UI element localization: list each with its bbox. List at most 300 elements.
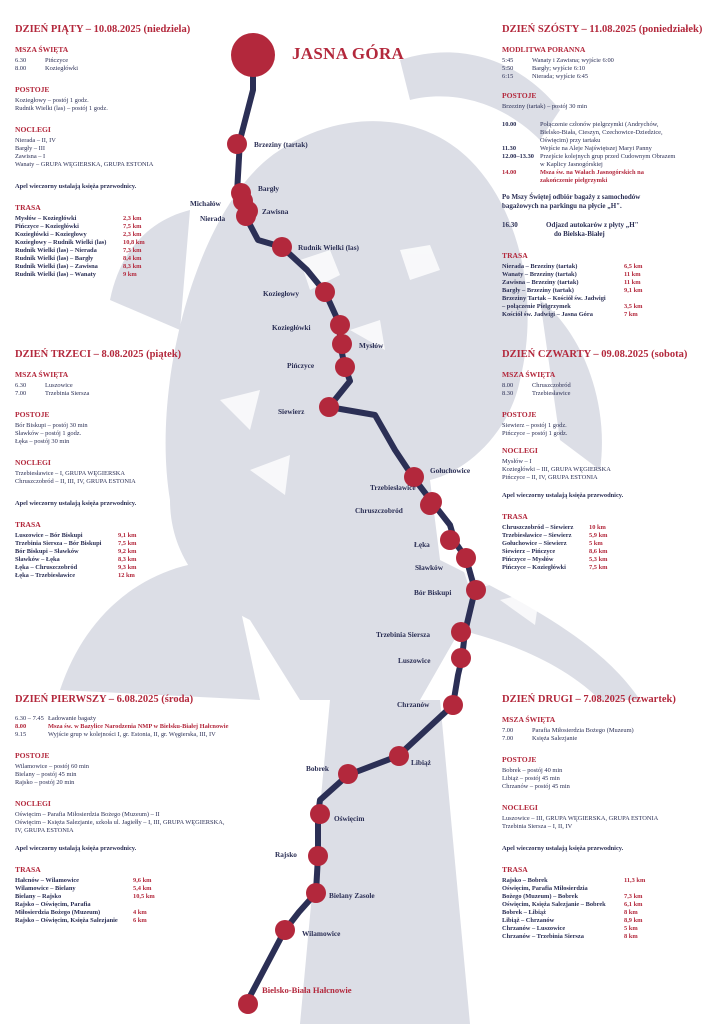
route-distance: 9 km [123,271,137,278]
stop-label: Koziegłowy [263,289,300,298]
list-item [15,390,230,398]
route-segment: Zawisna – Brzeziny (tartak) [502,279,579,286]
stop-label: Michałów [190,199,221,208]
route-distance: 6,1 km [624,901,643,908]
schedule-row [502,153,717,161]
list-item [502,73,717,81]
schedule-row [502,145,717,153]
route-distance: 7,5 km [118,540,137,547]
day4-trasa-list [502,524,717,572]
list-item: Oświęcim – Parafia Miłosierdzia Bożego (Muzeum) – II [15,811,160,818]
route-row [15,556,230,564]
day4-title: DZIEŃ CZWARTY – 09.08.2025 (sobota) [502,349,688,360]
route-row [502,540,717,548]
day1-noclegi-list [15,811,275,835]
route-segment: Luszowice – Bór Biskupi [15,532,83,539]
day4-msza-title: MSZA ŚWIĘTA [502,370,556,379]
list-item: Rajsko – postój 20 min [15,779,75,786]
list-item: Libiąż – postój 45 min [502,775,560,782]
stop-marker [451,648,471,668]
day6-odjazd-line2: do Bielska-Białej [554,230,605,238]
stop-label: Chrzanów [397,700,430,709]
item-time: 6:15 [502,73,514,80]
schedule-row [15,731,275,739]
route-segment: Rudnik Wielki (las) – Nierada [15,247,97,254]
schedule-row [502,161,717,169]
route-distance: 5 km [624,925,638,932]
route-row [15,901,275,909]
day6-modlitwa-list [502,57,717,81]
stop-marker [443,695,463,715]
route-row [15,255,230,263]
stop-marker [227,134,247,154]
item-text: Bargły; wyjście 6:10 [532,65,586,72]
list-item: Oświęcim – Księża Salezjanie, szkoła ul. Jagiełły – I, III, GRUPA WĘGIERSKA, [15,819,225,826]
item-time: 7.00 [15,390,27,397]
day5-title: DZIEŃ PIĄTY – 10.08.2025 (niedziela) [15,24,191,35]
route-distance: 10,5 km [133,893,155,900]
route-distance: 9,1 km [118,532,137,539]
route-segment: Pińczyce – Mysłów [502,556,554,563]
stop-marker [466,580,486,600]
day3-noclegi-title: NOCLEGI [15,458,51,467]
day1-panel [15,694,275,925]
schedule-text: Oświęcim) przy tartaku [540,137,601,144]
day4-noclegi-title: NOCLEGI [502,446,538,455]
route-segment: Trzebinia Siersza – Bór Biskupi [15,540,102,547]
item-text: Parafia Miłosierdzia Bożego (Muzeum) [532,727,634,734]
stop-marker [451,622,471,642]
item-time: 5:45 [502,57,514,64]
route-distance: 8 km [624,933,638,940]
route-distance: 2,3 km [123,231,142,238]
schedule-time: 14.00 [502,169,517,176]
day4-apel: Apel wieczorny ustalają księża przewodnicy. [502,492,624,499]
day6-title: DZIEŃ SZÓSTY – 11.08.2025 (poniedziałek) [502,24,703,35]
schedule-text: Msza św. na Wałach Jasnogórskich na [540,169,644,176]
route-distance: 7 km [624,311,638,318]
route-segment: Hałcnów – Wilamowice [15,877,80,884]
stop-label: Bargły [258,184,280,193]
schedule-time: 9.15 [15,731,27,738]
stop-marker [330,315,350,335]
list-item: Luszowice – III, GRUPA WĘGIERSKA, GRUPA ESTONIA [502,815,659,822]
route-segment: Kościół św. Jadwigi – Jasna Góra [502,311,593,318]
stop-label: Chruszczobród [355,506,403,515]
route-row [502,287,717,295]
day5-msza-title: MSZA ŚWIĘTA [15,45,69,54]
route-row [15,271,230,279]
route-row [15,239,230,247]
day1-postoje-title: POSTOJE [15,751,50,760]
route-row [15,893,275,901]
day6-note-line1: Po Mszy Świętej odbiór bagaży z samochodów [502,193,641,201]
route-row [15,247,230,255]
route-segment: Łęka – Chruszczobród [15,564,78,571]
day3-msza-title: MSZA ŚWIĘTA [15,370,69,379]
route-distance: 12 km [118,572,135,579]
list-item [15,65,230,73]
route-distance: 7,3 km [624,893,643,900]
day2-postoje-title: POSTOJE [502,755,537,764]
route-row [502,917,717,925]
route-distance: 10 km [589,524,606,531]
map-end-label: Bielsko-Biała Hałcnowie [262,985,352,995]
route-row [15,877,275,885]
day2-apel: Apel wieczorny ustalają księża przewodnicy. [502,845,624,852]
day5-postoje-list [15,97,230,113]
route-row [15,909,275,917]
list-item: Bobrek – postój 40 min [502,767,563,774]
stop-label: Rajsko [275,850,297,859]
day3-apel: Apel wieczorny ustalają księża przewodnicy. [15,500,137,507]
list-item: Pińczyce – postój 1 godz. [502,430,568,437]
schedule-text: w Kaplicy Jasnogórskiej [540,161,603,168]
list-item: Nierada – II, IV [15,137,56,144]
stop-marker [420,495,440,515]
day4-trasa-title: TRASA [502,512,528,521]
schedule-row [502,169,717,177]
route-distance: 8,3 km [123,263,142,270]
day2-title: DZIEŃ DRUGI – 7.08.2025 (czwartek) [502,694,676,705]
route-row [502,933,717,941]
item-time: 8.00 [15,65,27,72]
list-item: Wanaty – GRUPA WĘGIERSKA, GRUPA ESTONIA [15,161,154,168]
list-item: Trzebinia Siersza – I, II, IV [502,823,573,830]
day4-msza-list [502,382,717,398]
stop-label: Gołuchowice [430,466,471,475]
day4-panel [502,349,717,572]
day3-postoje-title: POSTOJE [15,410,50,419]
schedule-text: Wyjście grup w kolejności I, gr. Estonia, II, gr. Węgierska, III, IV [48,731,216,738]
route-row [502,901,717,909]
day1-postoje-list [15,763,275,787]
route-distance: 5,3 km [589,556,608,563]
schedule-text: Połączenie członów pielgrzymki (Andrychów, [540,121,659,128]
day3-trasa-title: TRASA [15,520,41,529]
item-time: 5:50 [502,65,514,72]
list-item [15,57,230,65]
day4-postoje-list [502,422,717,438]
route-segment: Libiąż – Chrzanów [502,917,555,924]
stop-label: Pińczyce [287,361,315,370]
route-distance: 8,9 km [624,917,643,924]
item-text: Koziegłówki [45,65,79,72]
list-item: Mysłów – I [502,458,532,465]
day6-postoje-title: POSTOJE [502,91,537,100]
list-item: Wilamowice – postój 60 min [15,763,89,770]
route-segment: Brzeziny Tartak – Kościół św. Jadwigi [502,295,606,302]
stop-label: Luszowice [398,656,431,665]
stop-label: Sławków [415,563,443,572]
route-row [15,540,230,548]
route-distance: 6,5 km [624,263,643,270]
stop-marker [272,237,292,257]
route-segment: Rudnik Wielki (las) – Wanaty [15,271,96,278]
route-distance: 8,6 km [589,548,608,555]
route-segment: Trzebiesławice – Siewierz [502,532,572,539]
item-time: 6.30 [15,382,27,389]
route-row [502,303,717,311]
day5-apel: Apel wieczorny ustalają księża przewodnicy. [15,183,137,190]
stop-label: Libiąż [411,758,431,767]
route-segment: Bielany – Rajsko [15,893,62,900]
day5-postoje-title: POSTOJE [15,85,50,94]
list-item: IV, GRUPA ESTONIA [15,827,74,834]
route-segment: Bobrek – Libiąż [502,909,546,916]
list-item: Trzebiesławice – I, GRUPA WĘGIERSKA [15,470,125,477]
schedule-time [502,129,540,137]
list-item: Chrzanów – postój 45 min [502,783,570,790]
route-segment: Chrzanów – Trzebinia Siersza [502,933,584,940]
route-row [15,223,230,231]
route-row [15,885,275,893]
day5-noclegi-list [15,137,230,169]
route-segment: Chrzanów – Luszowice [502,925,566,932]
schedule-row [502,137,717,145]
schedule-time [502,161,540,169]
day4-noclegi-list [502,458,717,482]
schedule-row [502,129,717,137]
list-item: Bór Biskupi – postój 30 min [15,422,88,429]
route-segment: Rudnik Wielki (las) – Zawisna [15,263,98,270]
stop-marker [440,530,460,550]
list-item: Sławków – postój 1 godz. [15,430,82,437]
route-distance: 11,3 km [624,877,646,884]
route-row [502,295,717,303]
route-row [502,311,717,319]
route-row [502,532,717,540]
route-row [15,564,230,572]
route-row [502,271,717,279]
day6-trasa-list [502,263,717,319]
route-segment: Chruszczobród – Siewierz [502,524,574,531]
stop-label: Mysłów [359,341,384,350]
route-segment: Rudnik Wielki (las) – Bargły [15,255,94,262]
route-distance: 7,5 km [123,223,142,230]
route-distance: 6 km [133,917,147,924]
day2-postoje-list [502,767,717,791]
stop-marker [332,334,352,354]
schedule-text: Bielsko-Biała, Cieszyn, Czechowice-Dziedzice, [540,129,663,136]
start-marker [238,994,258,1014]
stop-marker [310,804,330,824]
day3-trasa-list [15,532,230,580]
item-time: 8.30 [502,390,514,397]
route-row [15,263,230,271]
day1-title: DZIEŃ PIERWSZY – 6.08.2025 (środa) [15,694,194,705]
schedule-row [15,715,275,723]
route-distance: 8 km [624,909,638,916]
route-distance: 11 km [624,271,641,278]
stop-label: Brzeziny (tartak) [254,140,308,149]
day2-noclegi-list [502,815,717,831]
route-segment: Nierada – Brzeziny (tartak) [502,263,578,270]
stop-marker [236,206,256,226]
route-row [15,572,230,580]
route-row [502,524,717,532]
route-row [15,532,230,540]
route-distance: 9,1 km [624,287,643,294]
route-distance: 10,8 km [123,239,145,246]
stop-label: Bór Biskupi [414,588,452,597]
stop-marker [275,920,295,940]
stop-label: Bielany Zasole [329,891,375,900]
route-row [15,231,230,239]
schedule-time: 10.00 [502,121,517,128]
route-row [15,917,275,925]
schedule-time: 8.00 [15,723,27,730]
route-row [502,893,717,901]
day6-odjazd [502,221,717,239]
item-text: Pińczyce [45,57,69,64]
day6-odjazd-line1: Odjazd autokarów z płyty „H" [546,221,639,229]
day6-panel [502,24,717,319]
route-distance: 8,4 km [123,255,142,262]
item-text: Trzebinia Siersza [45,390,90,397]
route-segment: Łęka – Trzebiesławice [15,572,76,579]
item-text: Luszowice [45,382,73,389]
day1-trasa-title: TRASA [15,865,41,874]
day6-schedule-list [502,121,717,185]
day6-odjazd-time: 16.30 [502,221,518,229]
day2-panel [502,694,717,941]
item-text: Nierada; wyjście 6:45 [532,73,589,80]
list-item: Siewierz – postój 1 godz. [502,422,567,429]
list-item [502,727,717,735]
stop-label: Bobrek [306,764,329,773]
schedule-row [502,177,717,185]
route-distance: 3,5 km [624,303,643,310]
day4-postoje-title: POSTOJE [502,410,537,419]
route-segment: Pińczyce – Koziegłówki [502,564,566,571]
route-row [502,885,717,893]
day3-title: DZIEŃ TRZECI – 8.08.2025 (piątek) [15,349,182,360]
day6-note-line2: bagażowych na parkingu na płycie „H". [502,202,622,210]
item-text: Wanaty i Zawisna; wyjście 6:00 [532,57,614,64]
list-item: Brzeziny (tartak) – postój 30 min [502,103,588,110]
day6-modlitwa-title: MODLITWA PORANNA [502,45,586,54]
route-row [502,925,717,933]
route-segment: – połączenie Pielgrzymek [502,303,571,310]
route-segment: Koziegłowy – Rudnik Wielki (las) [15,239,107,246]
item-time: 7.00 [502,727,514,734]
route-segment: Koziegłówki – Koziegłowy [15,231,87,238]
route-segment: Wilamowice – Bielany [15,885,76,892]
stop-marker [335,357,355,377]
route-distance: 9,2 km [118,548,137,555]
stop-marker [338,764,358,784]
route-segment: Oświęcim, Księża Salezjanie – Bobrek [502,901,606,908]
day2-msza-list [502,727,717,743]
day5-panel [15,24,230,279]
schedule-time: 11.30 [502,145,517,152]
schedule-time [502,177,540,185]
route-row [502,877,717,885]
list-item: Koziegłówki – III, GRUPA WĘGIERSKA [502,466,611,473]
stop-label: Koziegłówki [272,323,311,332]
schedule-text: Przejście kolejnych grup przed Cudownym Obrazem [540,153,676,160]
item-text: Księża Salezjanie [532,735,578,742]
list-item: Bielany – postój 45 min [15,771,77,778]
schedule-row [502,121,717,129]
item-text: Chruszczobród [532,382,571,389]
list-item: Koziegłowy – postój 1 godz. [15,97,89,104]
destination-marker [231,33,275,77]
route-segment: Bożego (Muzeum) – Bobrek [502,893,579,900]
route-segment: Mysłów – Koziegłówki [15,215,77,222]
schedule-row [15,723,275,731]
item-time: 7.00 [502,735,514,742]
route-distance: 5 km [589,540,603,547]
stop-label: Nierada [200,214,226,223]
item-time: 6.30 [15,57,27,64]
stop-label: Wilamowice [302,929,341,938]
day3-panel [15,349,230,580]
route-distance: 8,3 km [118,556,137,563]
route-distance: 5,9 km [589,532,608,539]
route-segment: Gołuchowice – Siewierz [502,540,567,547]
route-segment: Sławków – Łęka [15,556,60,563]
stop-label: Łęka [414,540,430,549]
stop-label: Trzebinia Siersza [376,630,430,639]
day1-schedule-list [15,715,275,739]
day3-msza-list [15,382,230,398]
route-segment: Siewierz – Pińczyce [502,548,556,555]
schedule-text: zakończenie pielgrzymki [540,177,608,184]
route-row [502,263,717,271]
list-item [15,382,230,390]
route-segment: Wanaty – Brzeziny (tartak) [502,271,577,278]
day2-msza-title: MSZA ŚWIĘTA [502,715,556,724]
route-distance: 7,5 km [589,564,608,571]
schedule-time: 12.00–13.30 [502,153,534,160]
list-item: Pińczyce – II, IV, GRUPA ESTONIA [502,474,598,481]
route-row [502,909,717,917]
schedule-text: Msza św. w Bazylice Narodzenia NMP w Bielsku-Białej Hałcnowie [48,723,229,730]
day1-apel: Apel wieczorny ustalają księża przewodnicy. [15,845,137,852]
route-segment: Pińczyce – Koziegłówki [15,223,79,230]
route-segment: Miłosierdzia Bożego (Muzeum) [15,909,101,916]
stop-marker [306,883,326,903]
route-row [502,564,717,572]
day2-trasa-title: TRASA [502,865,528,874]
route-segment: Rajsko – Oświęcim, Parafia [15,901,91,908]
route-segment: Oświęcim, Parafia Miłosierdzia [502,885,588,892]
stop-marker [389,746,409,766]
stop-marker [315,282,335,302]
day6-postoje-list [502,103,717,111]
day2-trasa-list [502,877,717,941]
day1-noclegi-title: NOCLEGI [15,799,51,808]
stop-label: Rudnik Wielki (las) [298,243,359,252]
day3-postoje-list [15,422,230,446]
list-item: Zawisna – I [15,153,46,160]
route-distance: 2,3 km [123,215,142,222]
schedule-time: 6.30 – 7.45 [15,715,44,722]
day2-noclegi-title: NOCLEGI [502,803,538,812]
route-distance: 9,6 km [133,877,152,884]
day5-trasa-title: TRASA [15,203,41,212]
list-item: Łęka – postój 30 min [15,438,70,445]
day5-noclegi-title: NOCLEGI [15,125,51,134]
map-title: JASNA GÓRA [292,44,405,63]
list-item [502,65,717,73]
route-distance: 11 km [624,279,641,286]
stop-marker [308,846,328,866]
day6-trasa-title: TRASA [502,251,528,260]
route-distance: 5,4 km [133,885,152,892]
